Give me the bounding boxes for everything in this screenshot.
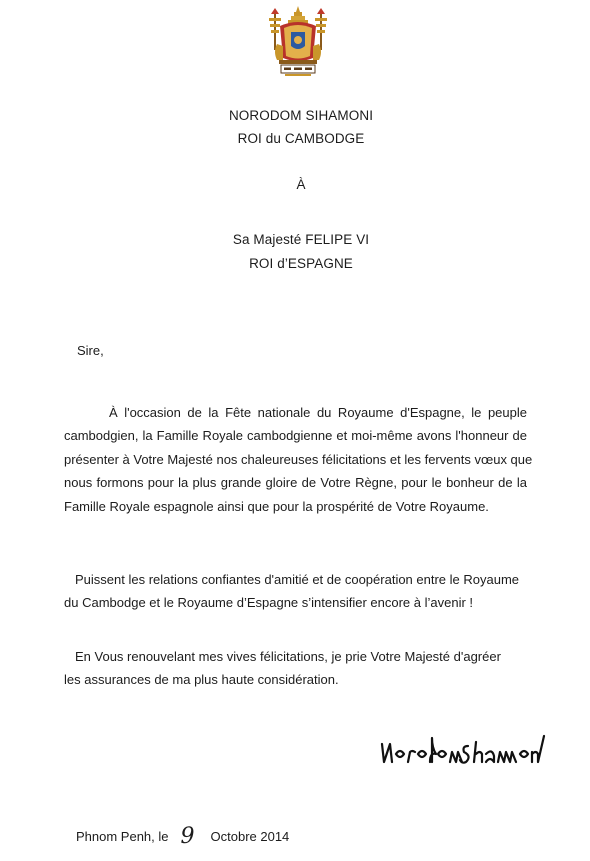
paragraph-closing xyxy=(64,645,527,692)
place-date xyxy=(76,822,289,847)
handwritten-signature-icon xyxy=(378,732,548,768)
place-label: Phnom Penh, le xyxy=(76,829,169,844)
paragraph-line: Puissent les relations confiantes d'amitié et de coopération entre le Royaume xyxy=(75,572,520,587)
paragraph-line: nous formons pour la plus grande gloire de Votre Règne, pour le bonheur de la xyxy=(64,475,527,491)
sender-title: ROI du CAMBODGE xyxy=(237,131,365,146)
paragraph-relations xyxy=(64,568,527,615)
paragraph-line: Famille Royale espagnole ainsi que pour la prospérité de Votre Royaume. xyxy=(64,498,489,514)
paragraph-line: cambodgien, la Famille Royale cambodgienne et moi-même avons l'honneur de xyxy=(64,428,527,444)
salutation: Sire, xyxy=(77,343,104,358)
paragraph-line: présenter à Votre Majesté nos chaleureuses félicitations et les fervents vœux que xyxy=(64,451,533,467)
paragraph-line: À l'occasion de la Fête nationale du Royaume d'Espagne, le peuple xyxy=(109,405,527,420)
sender-name: NORODOM SIHAMONI xyxy=(228,108,374,123)
month-year: Octobre 2014 xyxy=(210,829,290,844)
paragraph-line: du Cambodge et le Royaume d’Espagne s’intensifier encore à l’avenir ! xyxy=(64,595,474,611)
royal-coat-of-arms-icon xyxy=(263,4,333,82)
recipient-name: Sa Majesté FELIPE VI xyxy=(232,232,370,247)
paragraph-line: En Vous renouvelant mes vives félicitations, je prie Votre Majesté d'agréer xyxy=(75,649,501,664)
to-word: À xyxy=(296,177,306,192)
handwritten-day: 9 xyxy=(180,824,195,849)
paragraph-line: les assurances de ma plus haute considération. xyxy=(64,672,339,688)
recipient-title: ROI d’ESPAGNE xyxy=(249,256,353,271)
paragraph-congratulations xyxy=(64,401,533,518)
